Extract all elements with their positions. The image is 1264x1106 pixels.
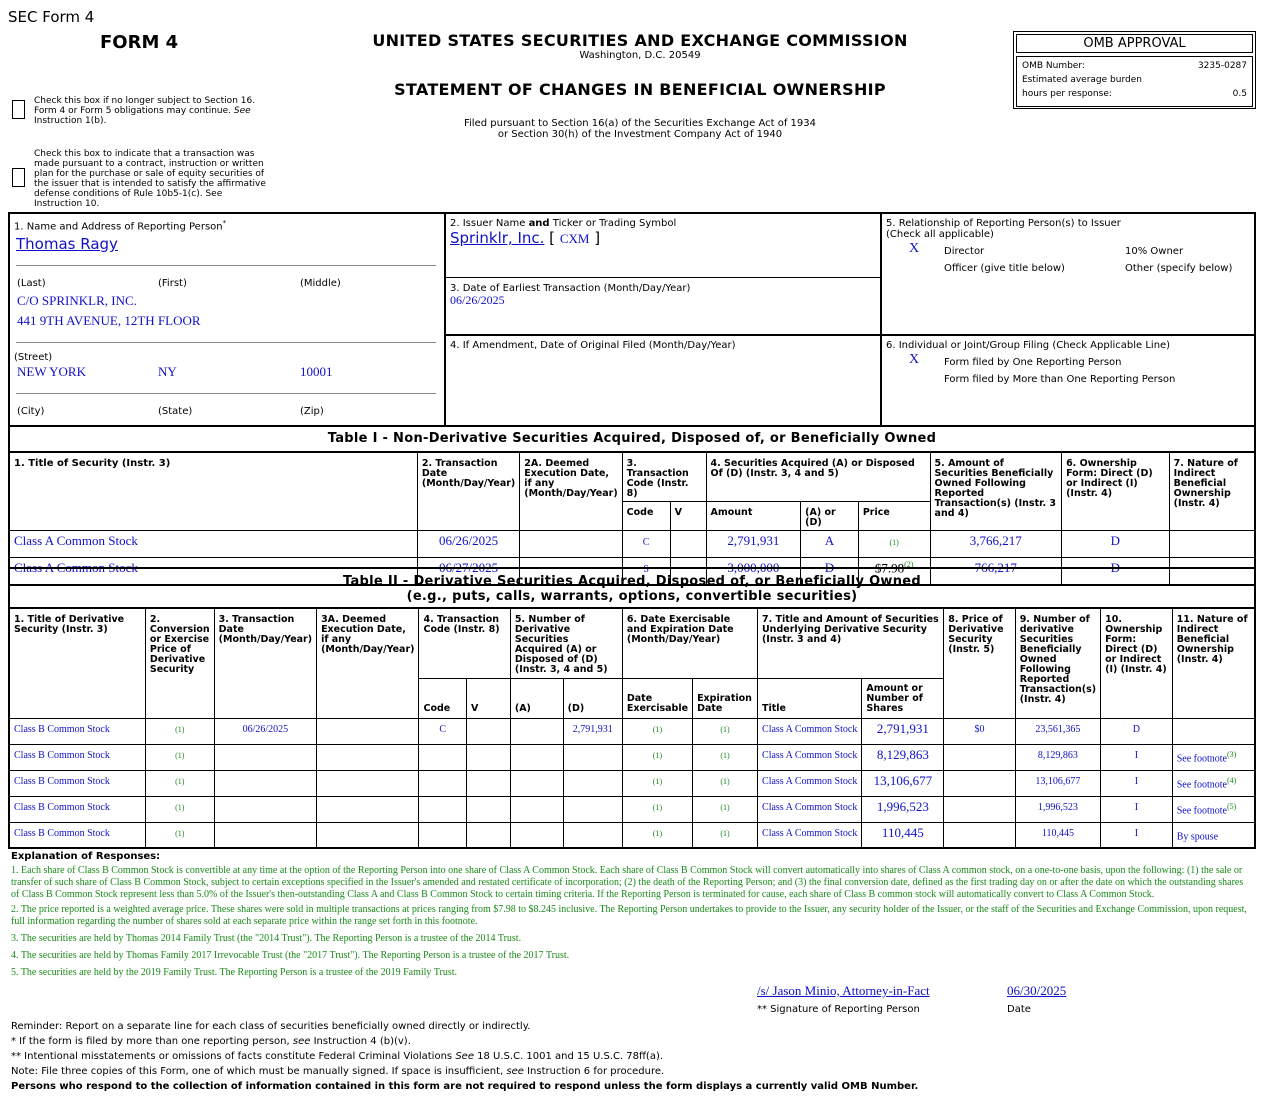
omb-box: [1013, 31, 1256, 109]
reminder-2-b: Instruction 4 (b)(v).: [313, 1036, 411, 1047]
t2-h-code: 4. Transaction Code (Instr. 8): [419, 608, 510, 678]
t2-h-title: 1. Title of Derivative Security (Instr. 3): [9, 608, 145, 718]
t2-r4-a: [510, 822, 563, 848]
t2-r1-conv: (1): [145, 744, 214, 770]
checkbox2-text: Check this box to indicate that a transaction was made pursuant to a contract, instruction or written plan for the purchase or sale of equity securities of the issuer that is intended to satisfy the affirmative defense conditions of Rule 10b5-1(c). See Instruction 10.: [34, 149, 266, 209]
t2-r1-title: Class B Common Stock: [9, 744, 145, 770]
t2-r1-nature-cell: [1172, 744, 1255, 770]
checkbox1-text-a: Check this box if no longer subject to Section 16. Form 4 or Form 5 obligations may continue.: [34, 96, 256, 116]
t2-h-conv: 2. Conversion or Exercise Price of Derivative Security: [145, 608, 214, 718]
reminder-3-b: 18 U.S.C. 1001 and 15 U.S.C. 78ff(a).: [477, 1051, 664, 1062]
checkbox1-see: See: [233, 106, 251, 116]
address-line-1: C/O SPRINKLR, INC.: [17, 293, 137, 308]
t1-r0-date: 06/26/2025: [417, 531, 519, 558]
t2-r3-d: [563, 796, 622, 822]
t1-r0-ad: A: [801, 531, 859, 558]
t2-r1-form: I: [1101, 744, 1173, 770]
t1-sub-ad: (A) or (D): [801, 502, 859, 531]
t2-r2-nature: See footnote: [1176, 778, 1227, 790]
omb-hours-value: 0.5: [1232, 89, 1247, 99]
omb-hours-label: hours per response:: [1022, 89, 1112, 99]
omb-number-value: 3235-0287: [1197, 61, 1247, 71]
omb-title: OMB APPROVAL: [1016, 34, 1253, 53]
signature-date-label: Date: [1007, 1004, 1031, 1015]
t2-r2-conv: (1): [145, 770, 214, 796]
t2-r2-owned: 13,106,677: [1015, 770, 1100, 796]
t2-h-date: 3. Transaction Date (Month/Day/Year): [214, 608, 316, 718]
issuer-label-a: 2. Issuer Name: [450, 218, 526, 229]
director-label: Director: [944, 246, 985, 257]
t1-h-code: 3. Transaction Code (Instr. 8): [622, 452, 706, 502]
t2-r3-v: [466, 796, 510, 822]
reminder-4: [11, 1064, 918, 1079]
reminder-4-see: see: [506, 1066, 524, 1077]
t2-r1-exer: (1): [622, 744, 692, 770]
footnote-2: 2. The price reported is a weighted average price. These shares were sold in multiple transactions at prices ranging from $7.98 to $8.245 inclusive. The Reporting Person undertakes to provide to the Issuer, any security holder of the Issuer, or the staff of the Securities and Exchange Commission, upon request, full information regarding the number of shares sold at each separate price within the range set forth in this footnote.: [11, 904, 1247, 927]
omb-number-label: OMB Number:: [1022, 61, 1085, 71]
t1-r0-title: Class A Common Stock: [9, 531, 417, 558]
t2-r1-code: [419, 744, 467, 770]
relationship-sublabel: (Check all applicable): [886, 229, 994, 240]
t2-r1-v: [466, 744, 510, 770]
signature-label: ** Signature of Reporting Person: [757, 1004, 920, 1015]
table2: [8, 607, 1256, 849]
t2-r2-nature-cell: [1172, 770, 1255, 796]
t1-h-owned: 5. Amount of Securities Beneficially Owned Following Reported Transaction(s) (Instr. 3 and 4): [930, 452, 1062, 531]
reporting-person-name-link[interactable]: Thomas Ragy: [16, 235, 118, 253]
checkbox-no-longer-subject[interactable]: [12, 100, 25, 123]
t2-r4-title: Class B Common Stock: [9, 822, 145, 848]
filing-label: 6. Individual or Joint/Group Filing (Check Applicable Line): [886, 340, 1171, 351]
t2-r4-u-amount: 110,445: [862, 822, 944, 848]
middle-label: (Middle): [300, 278, 341, 289]
t1-r1-amount: 3,000,000: [706, 558, 801, 585]
t1-h-deemed: 2A. Deemed Execution Date, if any (Month/Day/Year): [520, 452, 622, 531]
t2-r2-title: Class B Common Stock: [9, 770, 145, 796]
t2-r3-date: [214, 796, 316, 822]
t2-r2-code: [419, 770, 467, 796]
t1-sub-amount: Amount: [706, 502, 801, 531]
table-row: [9, 796, 1255, 822]
t2-r1-d: [563, 744, 622, 770]
earliest-date-label: 3. Date of Earliest Transaction (Month/Day/Year): [450, 283, 691, 294]
t1-r0-owned: 3,766,217: [930, 531, 1062, 558]
issuer-label: [450, 218, 676, 229]
first-label: (First): [158, 278, 187, 289]
t2-r3-expir: (1): [693, 796, 758, 822]
one-person-label: Form filed by One Reporting Person: [944, 357, 1122, 368]
footnote-5: 5. The securities are held by the 2019 Family Trust. The Reporting Person is a trustee of the 2019 Family Trust.: [11, 967, 457, 978]
t2-r1-u-amount: 8,129,863: [862, 744, 944, 770]
t2-r3-u-amount: 1,996,523: [862, 796, 944, 822]
t2-r4-date: [214, 822, 316, 848]
t2-r1-price: [944, 744, 1015, 770]
issuer-name-line: [450, 229, 600, 247]
t2-h-exercisable: 6. Date Exercisable and Expiration Date (Month/Day/Year): [622, 608, 757, 678]
explanation: [11, 851, 1251, 982]
t2-r1-deemed: [317, 744, 419, 770]
t2-r0-owned: 23,561,365: [1015, 718, 1100, 744]
footnote-4: 4. The securities are held by Thomas Family 2017 Irrevocable Trust (the "2017 Trust"). The Reporting Person is a trustee of the 2017 Trust.: [11, 950, 570, 961]
statement-title: STATEMENT OF CHANGES IN BENEFICIAL OWNERSHIP: [394, 80, 886, 99]
ten-pct-owner-label: 10% Owner: [1125, 246, 1184, 257]
t1-sub-code: Code: [622, 502, 670, 531]
t2-sub-code: Code: [419, 678, 467, 718]
t2-r1-nature-fn: (3): [1226, 749, 1237, 759]
filed-pursuant-2: or Section 30(h) of the Investment Company Act of 1940: [497, 129, 783, 140]
footnote-3: 3. The securities are held by Thomas 2014 Family Trust (the "2014 Trust"). The Reporting Person is a trustee of the 2014 Trust.: [11, 933, 522, 944]
checkbox1-text-b: Instruction 1(b).: [34, 116, 107, 126]
t2-r0-conv: (1): [145, 718, 214, 744]
t2-r0-a: [510, 718, 563, 744]
t2-r0-exer: (1): [622, 718, 692, 744]
t2-sub-d: (D): [563, 678, 622, 718]
t2-r3-deemed: [317, 796, 419, 822]
t1-r0-form: D: [1062, 531, 1170, 558]
city-label: (City): [17, 406, 45, 417]
t1-r0-code: C: [622, 531, 670, 558]
more-persons-label: Form filed by More than One Reporting Person: [944, 374, 1176, 385]
relationship-label: 5. Relationship of Reporting Person(s) to Issuer: [886, 218, 1121, 229]
t2-r3-conv: (1): [145, 796, 214, 822]
filed-pursuant-1: Filed pursuant to Section 16(a) of the Securities Exchange Act of 1934: [464, 118, 816, 129]
state-label: (State): [158, 406, 193, 417]
t1-r0-amount: 2,791,931: [706, 531, 801, 558]
last-label: (Last): [17, 278, 46, 289]
t2-r2-u-amount: 13,106,677: [862, 770, 944, 796]
t2-r0-nature-cell: [1172, 718, 1255, 744]
reminder-3-see: See: [455, 1051, 474, 1062]
t2-r2-form: I: [1101, 770, 1173, 796]
t2-h-owned: 9. Number of derivative Securities Beneficially Owned Following Reported Transaction(s) (Instr. 4): [1015, 608, 1100, 718]
t2-r2-nature-fn: (4): [1226, 775, 1237, 785]
ticker-open-bracket: [: [549, 229, 556, 247]
address-line-2: 441 9TH AVENUE, 12TH FLOOR: [17, 313, 201, 328]
t2-sub-a: (A): [510, 678, 563, 718]
reminder-5: Persons who respond to the collection of information contained in this form are not required to respond unless the form displays a currently valid OMB Number.: [11, 1081, 919, 1092]
t2-r0-code: C: [419, 718, 467, 744]
table1-title: Table I - Non-Derivative Securities Acquired, Disposed of, or Beneficially Owned: [327, 431, 937, 446]
t2-r0-expir: (1): [693, 718, 758, 744]
t2-r1-nature: See footnote: [1176, 752, 1227, 764]
reporting-person-label-sup: *: [222, 219, 227, 227]
reminder-2-see: see: [292, 1036, 311, 1047]
t2-r4-nature: By spouse: [1176, 830, 1219, 842]
reminder-2-a: * If the form is filed by more than one reporting person,: [11, 1036, 290, 1047]
t2-r1-date: [214, 744, 316, 770]
table-row: [9, 744, 1255, 770]
issuer-name-link[interactable]: Sprinklr, Inc.: [450, 229, 545, 247]
ticker-close-bracket: ]: [594, 229, 601, 247]
t2-r0-v: [466, 718, 510, 744]
t2-sub-title: Title: [757, 678, 861, 718]
reminder-2: [11, 1034, 918, 1049]
t2-r2-a: [510, 770, 563, 796]
t1-r1-price: $7.98: [874, 560, 905, 576]
t2-h-underlying: 7. Title and Amount of Securities Underlying Derivative Security (Instr. 3 and 4): [757, 608, 943, 678]
t2-r3-title: Class B Common Stock: [9, 796, 145, 822]
signature-name[interactable]: /s/ Jason Minio, Attorney-in-Fact: [757, 983, 930, 998]
t2-r2-deemed: [317, 770, 419, 796]
reminder-4-b: Instruction 6 for procedure.: [527, 1066, 665, 1077]
table1-title-box: [8, 425, 1256, 451]
t2-r4-owned: 110,445: [1015, 822, 1100, 848]
t2-r0-title: Class B Common Stock: [9, 718, 145, 744]
t1-r1-form: D: [1062, 558, 1170, 585]
t2-r1-a: [510, 744, 563, 770]
agency-title: UNITED STATES SECURITIES AND EXCHANGE COMMISSION: [372, 31, 908, 50]
t2-h-number: 5. Number of Derivative Securities Acquired (A) or Disposed of (D) (Instr. 3, 4 and 5): [510, 608, 622, 678]
t2-r0-price: $0: [944, 718, 1015, 744]
signature-date[interactable]: 06/30/2025: [1007, 983, 1067, 998]
t1-r1-owned: 766,217: [930, 558, 1062, 585]
t2-r4-form: I: [1101, 822, 1173, 848]
t2-sub-v: V: [466, 678, 510, 718]
t2-h-form: 10. Ownership Form: Direct (D) or Indirect (I) (Instr. 4): [1101, 608, 1173, 718]
t2-r0-u-title: Class A Common Stock: [757, 718, 861, 744]
t2-r3-code: [419, 796, 467, 822]
t1-h-title: 1. Title of Security (Instr. 3): [9, 452, 417, 531]
omb-burden-label: Estimated average burden: [1022, 75, 1142, 85]
t2-r2-date: [214, 770, 316, 796]
t2-r3-exer: (1): [622, 796, 692, 822]
t2-r0-u-amount: 2,791,931: [862, 718, 944, 744]
table2-title-2: (e.g., puts, calls, warrants, options, convertible securities): [406, 589, 858, 604]
t2-h-deemed: 3A. Deemed Execution Date, if any (Month/Day/Year): [317, 608, 419, 718]
t2-r1-expir: (1): [693, 744, 758, 770]
table-row: [9, 531, 1255, 558]
reminder-1: Reminder: Report on a separate line for each class of securities beneficially owned directly or indirectly.: [11, 1021, 531, 1032]
t2-r4-nature-cell: [1172, 822, 1255, 848]
t2-r4-code: [419, 822, 467, 848]
t2-r4-exer: (1): [622, 822, 692, 848]
explanation-title: Explanation of Responses:: [11, 851, 161, 862]
t2-h-nature: 11. Nature of Indirect Beneficial Ownership (Instr. 4): [1172, 608, 1255, 718]
t2-r4-v: [466, 822, 510, 848]
t1-sub-v: V: [670, 502, 706, 531]
t2-r2-v: [466, 770, 510, 796]
t2-r2-exer: (1): [622, 770, 692, 796]
t2-r4-conv: (1): [145, 822, 214, 848]
reminder-3: [11, 1049, 918, 1064]
amendment-label: 4. If Amendment, Date of Original Filed (Month/Day/Year): [450, 340, 736, 351]
table-row: [9, 718, 1255, 744]
state-value: NY: [158, 364, 177, 379]
checkbox-10b5-1[interactable]: [12, 168, 25, 191]
doc-label: SEC Form 4: [8, 8, 95, 26]
zip-label: (Zip): [300, 406, 324, 417]
t2-r1-u-title: Class A Common Stock: [757, 744, 861, 770]
t2-r3-owned: 1,996,523: [1015, 796, 1100, 822]
t1-h-date: 2. Transaction Date (Month/Day/Year): [417, 452, 519, 531]
other-label: Other (specify below): [1125, 263, 1233, 274]
form-name: FORM 4: [100, 32, 179, 53]
reminders: [11, 1019, 918, 1094]
t1-r1-code: S: [622, 558, 670, 585]
t2-r3-nature: See footnote: [1176, 804, 1227, 816]
issuer-label-and: and: [528, 218, 550, 229]
ticker-value: CXM: [559, 231, 590, 246]
t2-r4-u-title: Class A Common Stock: [757, 822, 861, 848]
t2-sub-expiration: Expiration Date: [693, 678, 758, 718]
t2-r3-form: I: [1101, 796, 1173, 822]
street-label: (Street): [14, 352, 53, 363]
t2-r3-nature-fn: (5): [1226, 801, 1237, 811]
t1-r1-date: 06/27/2025: [417, 558, 519, 585]
t1-h-securities: 4. Securities Acquired (A) or Disposed Of (D) (Instr. 3, 4 and 5): [706, 452, 930, 502]
city-value: NEW YORK: [17, 364, 86, 379]
t2-r3-price: [944, 796, 1015, 822]
reminder-3-a: ** Intentional misstatements or omissions of facts constitute Federal Criminal Violations: [11, 1051, 453, 1062]
t2-r0-d: 2,791,931: [563, 718, 622, 744]
t2-r4-deemed: [317, 822, 419, 848]
t1-r0-price-fn: (1): [889, 538, 899, 547]
agency-location: Washington, D.C. 20549: [579, 50, 701, 61]
t2-r2-price: [944, 770, 1015, 796]
officer-label: Officer (give title below): [944, 263, 1065, 274]
earliest-date-value: 06/26/2025: [450, 293, 505, 307]
reporting-person-label: [14, 219, 226, 232]
reporting-person-label-text: 1. Name and Address of Reporting Person: [14, 221, 223, 233]
t2-sub-exercisable: Date Exercisable: [622, 678, 692, 718]
t2-r4-d: [563, 822, 622, 848]
table2-title-1: Table II - Derivative Securities Acquired, Disposed of, or Beneficially Owned: [342, 574, 922, 589]
director-check[interactable]: X: [909, 241, 920, 256]
reminder-4-a: Note: File three copies of this Form, one of which must be manually signed. If space is insufficient,: [11, 1066, 504, 1077]
zip-value: 10001: [300, 364, 333, 379]
checkbox1-text: [34, 96, 264, 126]
t1-r0-nature: [1169, 531, 1255, 558]
t2-r3-u-title: Class A Common Stock: [757, 796, 861, 822]
t1-h-nature: 7. Nature of Indirect Beneficial Ownership (Instr. 4): [1169, 452, 1255, 531]
t2-r4-expir: (1): [693, 822, 758, 848]
t2-r2-u-title: Class A Common Stock: [757, 770, 861, 796]
t2-h-price: 8. Price of Derivative Security (Instr. 5): [944, 608, 1015, 718]
t1-r1-price-fn: (2): [904, 560, 914, 569]
table-row: [9, 770, 1255, 796]
t2-r0-deemed: [317, 718, 419, 744]
t2-r2-expir: (1): [693, 770, 758, 796]
t2-r1-owned: 8,129,863: [1015, 744, 1100, 770]
footnote-1: 1. Each share of Class B Common Stock is convertible at any time at the option of the Reporting Person into one share of Class A Common Stock. Each share of Class B Common Stock will convert automatically into shares of Class A common stock, on a one-to-one basis, upon the following: (1) the sale or transfer of such share of Class B Common Stock, subject to certain exceptions specified in the Issuer's amended and restated certificate of incorporation; (2) the death of the Reporting Person; and (3) the final conversion date, defined as the first trading day on or after the date on which the outstanding shares of Class B Common Stock represent less than 5.0% of the Issuer's then-outstanding Class A and Class B Common Stock to certain timing criteria. If the Reporting Person is terminated for cause, each share of Class B common stock will automatically convert to Class A Common Stock.: [11, 865, 1244, 900]
table1: [8, 451, 1256, 586]
t2-r0-form: D: [1101, 718, 1173, 744]
t2-r4-price: [944, 822, 1015, 848]
t2-r3-nature-cell: [1172, 796, 1255, 822]
t1-sub-price: Price: [858, 502, 930, 531]
t2-r3-a: [510, 796, 563, 822]
issuer-label-b: Ticker or Trading Symbol: [552, 218, 677, 229]
t1-r0-price-cell: [858, 531, 930, 558]
one-person-check[interactable]: X: [909, 352, 920, 367]
t1-r0-deemed: [520, 531, 622, 558]
t2-sub-amount: Amount or Number of Shares: [862, 678, 944, 718]
t1-h-form: 6. Ownership Form: Direct (D) or Indirect (I) (Instr. 4): [1062, 452, 1170, 531]
t1-r1-title: Class A Common Stock: [9, 558, 417, 585]
t1-r0-v: [670, 531, 706, 558]
t2-r0-date: 06/26/2025: [214, 718, 316, 744]
t2-r2-d: [563, 770, 622, 796]
table2-body: [9, 718, 1255, 848]
table-row: [9, 822, 1255, 848]
omb-details: [1016, 56, 1253, 107]
t1-r1-ad: D: [801, 558, 859, 585]
table2-title-box: [8, 567, 1256, 609]
